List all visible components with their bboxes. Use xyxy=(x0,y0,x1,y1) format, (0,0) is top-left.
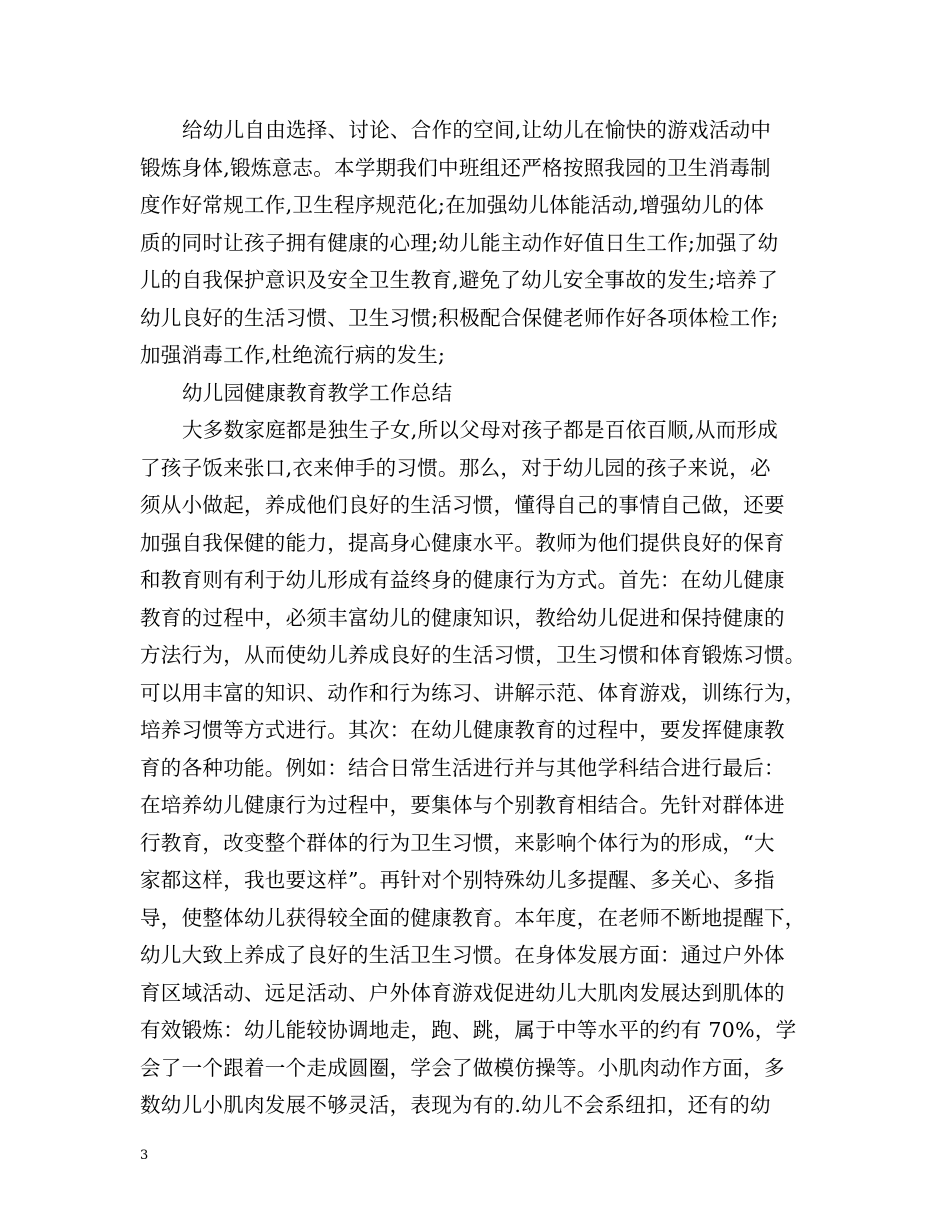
text-line: 加强自我保健的能力，提高身心健康水平。教师为他们提供良好的保育 xyxy=(140,530,785,555)
text-line: 幼儿良好的生活习惯、卫生习惯;积极配合保健老师作好各项体检工作; xyxy=(140,305,779,330)
text-line: 数幼儿小肌肉发展不够灵活，表现为有的.幼儿不会系纽扣，还有的幼 xyxy=(140,1093,771,1117)
text-line: 会了一个跟着一个走成圆圈，学会了做模仿操等。小肌肉动作方面，多 xyxy=(140,1055,785,1080)
text-line: 加强消毒工作,杜绝流行病的发生; xyxy=(140,343,446,367)
text-line: 育的各种功能。例如：结合日常生活进行并与其他学科结合进行最后： xyxy=(140,755,785,780)
text-line: 大多数家庭都是独生子女,所以父母对孩子都是百依百顺,从而形成 xyxy=(182,418,779,442)
text-line: 方法行为，从而使幼儿养成良好的生活习惯，卫生习惯和体育锻炼习惯。 xyxy=(140,643,806,667)
text-line: 教育的过程中，必须丰富幼儿的健康知识，教给幼儿促进和保持健康的 xyxy=(140,605,785,630)
text-line: 质的同时让孩子拥有健康的心理;幼儿能主动作好值日生工作;加强了幼 xyxy=(140,230,779,255)
text-line: 儿的自我保护意识及安全卫生教育,避免了幼儿安全事故的发生;培养了 xyxy=(140,268,779,292)
text-line: 育区域活动、远足活动、户外体育游戏促进幼儿大肌肉发展达到肌体的 xyxy=(140,980,785,1005)
page-number: 3 xyxy=(140,1148,149,1163)
text-line: 度作好常规工作,卫生程序规范化;在加强幼儿体能活动,增强幼儿的体 xyxy=(140,193,765,217)
document-body xyxy=(140,112,820,1125)
text-line: 家都这样，我也要这样”。再针对个别特殊幼儿多提醒、多关心、多指 xyxy=(140,868,775,892)
text-line: 有效锻炼：幼儿能较协调地走，跑、跳，属于中等水平的约有 70%，学 xyxy=(140,1018,797,1042)
text-line: 和教育则有利于幼儿形成有益终身的健康行为方式。首先：在幼儿健康 xyxy=(140,568,785,592)
text-line: 幼儿大致上养成了良好的生活卫生习惯。在身体发展方面：通过户外体 xyxy=(140,943,785,967)
text-line: 导，使整体幼儿获得较全面的健康教育。本年度，在老师不断地提醒下， xyxy=(140,905,806,930)
text-line: 幼儿园健康教育教学工作总结 xyxy=(182,380,453,405)
text-line: 行教育，改变整个群体的行为卫生习惯，来影响个体行为的形成，“大 xyxy=(140,830,775,855)
text-line: 锻炼身体,锻炼意志。本学期我们中班组还严格按照我园的卫生消毒制 xyxy=(140,155,771,180)
text-line: 须从小做起，养成他们良好的生活习惯，懂得自己的事情自己做，还要 xyxy=(140,493,785,517)
text-line: 可以用丰富的知识、动作和行为练习、讲解示范、体育游戏，训练行为， xyxy=(140,680,806,705)
text-line: 在培养幼儿健康行为过程中，要集体与个别教育相结合。先针对群体进 xyxy=(140,793,785,817)
text-line: 了孩子饭来张口,衣来伸手的习惯。那么，对于幼儿园的孩子来说，必 xyxy=(140,455,771,480)
text-line: 培养习惯等方式进行。其次：在幼儿健康教育的过程中，要发挥健康教 xyxy=(140,718,785,742)
text-line: 给幼儿自由选择、讨论、合作的空间,让幼儿在愉快的游戏活动中 xyxy=(182,118,772,142)
